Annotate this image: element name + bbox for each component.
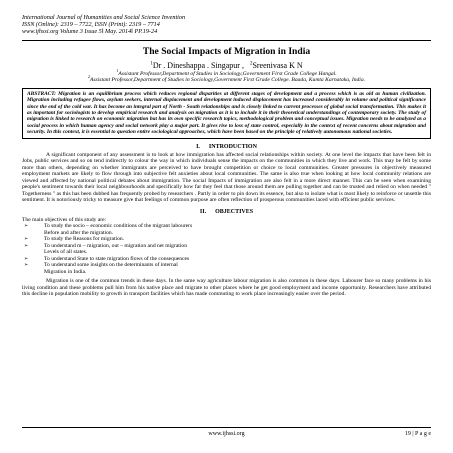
affiliation-1-text: Assistant Professor,Department of Studies in Sociology,Government First Grade College Hangal. (118, 70, 337, 77)
paper-title: The Social Impacts of Migration in India (142, 45, 311, 57)
arrow-bullet-icon: ➢ (24, 255, 29, 262)
journal-issn: ISSN (Online): 2319 – 7722, ISSN (Print): 2319 – 7714 (22, 21, 160, 29)
author2-name: Sreenivasa K N (252, 60, 303, 70)
section-heading-objectives: II. OBJECTIVES (199, 208, 254, 215)
migration-paragraph: Migration is one of the common trends in these days. In the same way agriculture labour migration is also common in these days. Labourer face so many problems in his living condition and these problems pull him from his native place and migrate to other places where he get good employment and income opportunity. Researchers have attributed this decline in population mobility to growth in transport facilities which has made commuting to work place increasingly easier over the period. (22, 278, 431, 298)
journal-name: International Journal of Humanities and Social Science Invention (22, 14, 186, 21)
objectives-intro: The main objectives of this study are: (22, 216, 107, 223)
objective-text: Before and after the migration. (44, 229, 114, 236)
section-heading-introduction: I. INTRODUCTION (196, 143, 257, 150)
affiliation-2-number: 2 (87, 74, 90, 80)
author2-number: 2 (249, 60, 253, 66)
objective-text: Levels of all states. (44, 249, 88, 256)
journal-issue: www.ijhssi.org Volume 3 Issue 5ǁ May. 2014ǁ PP.19-24 (22, 28, 158, 36)
objective-item (22, 269, 431, 276)
author1-name: Dr . Dineshappa . Singapur , (152, 60, 244, 70)
introduction-paragraph: A significant component of any assessment is to look at how immigration has affected social relationships within society. At one level the impacts that have been felt in Jobs, public services and so on tend indirectly to colour the way in which individuals sense the impacts on the communities in which they live and work. This may be felt by some more than others, depending on whether immigrants are perceived to have brought competition or choice to local communities. Greater pressures in objectively measured employment markets are likely to flow through into subjective felt anxieties about local communities. The same is also true when looking at how local community relations are viewed and affected by national political debates about immigration. The social Impacts of immigration are also felt in a more direct manner. This can be seen when examining people's sentiment towards their local neighbourhoods and specifically how far they feel that those around them are pulling together and can be trusted and relied on when needed " Togetherness " as this has been dubbed has frequently probed by researchers . Partly in order to pin down its essence, but also to isolate what is most likely to reinforce or unsettle this sentiment. It is notoriously tricky to measure give that feelings of common purpose are often reflection of prosperous communities laced with efficient public services. (22, 151, 431, 204)
arrow-bullet-icon: ➢ (24, 236, 29, 243)
affiliation-1-number: 1 (116, 67, 119, 73)
authors-line (22, 61, 431, 71)
objective-text: Migration in India. (44, 268, 87, 275)
footer-page-number: 19 | P a g e (404, 431, 431, 437)
footer-row (22, 430, 431, 439)
objective-text: To understand some insights on the determinants of internal (44, 262, 178, 269)
affiliations (22, 67, 431, 84)
abstract-box (22, 88, 431, 139)
arrow-bullet-icon: ➢ (24, 262, 29, 269)
header-rule (22, 40, 431, 41)
arrow-bullet-icon: ➢ (24, 223, 29, 230)
abstract-text: Migration is an equilibrium process which reduces regional disparities at different stages of development and a process which is as old as human civilization. Migration including refugee flows, asylum seekers, internal displacement and development induced displacement has increased considerably in volume and political significance since the end of the cold war. It has become an integral part of North - South relationships and is closely linked to current processes of global social transformation. This makes it as important for sociologists to develop empirical research and analysis on migration as it is to include it in their theoretical understandings of contemporary society. The study of migration is linked to research on economic migration but has its own specific research topics, methodological problem and conceptual issues. Migration needs to be analyzed as a social process in which human agency and social network play a major part. It gives rise to loss of state control, especially in the context of recent concerns about migration and security. In this context, it is essential to question entire sociological approaches, which have been based on the principle of relatively autonomous national societies. (27, 90, 426, 136)
paper-page (22, 14, 431, 439)
journal-header (22, 14, 431, 36)
abstract-label: ABSTRACT: (27, 90, 56, 97)
footer-rule (22, 427, 431, 428)
arrow-bullet-icon: ➢ (24, 242, 29, 249)
objective-text: To understand State to state migration flows of the consequences (44, 255, 190, 262)
objective-text: To study the Reasons for migration. (44, 236, 125, 243)
footer-url[interactable]: www.ijhssi.org (208, 431, 245, 437)
affiliation-2 (22, 74, 431, 84)
author1-number: 1 (150, 60, 153, 66)
objective-text: To understand m – migration, out – migration and net migration (44, 242, 188, 249)
affiliation-2-text: Assistant Professor,Department of Studies in Sociology,Government First Grade College. Baada, Kumta Karnataka, India. (89, 77, 366, 84)
objective-text: To study the socio – economic conditions of the migrant labourers (44, 223, 193, 230)
page-footer (22, 427, 431, 439)
objectives-list (22, 223, 431, 275)
